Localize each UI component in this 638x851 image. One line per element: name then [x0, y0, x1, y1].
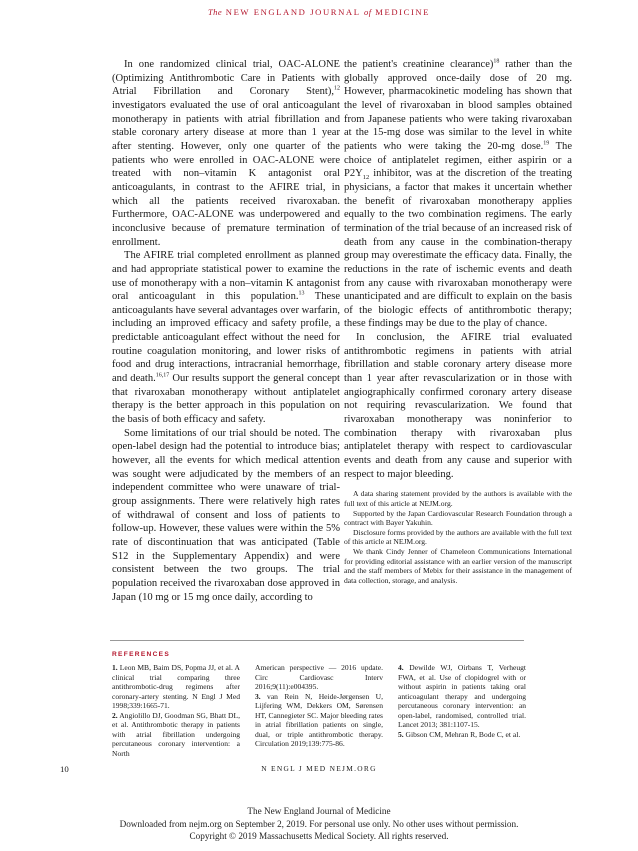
- right-column: [344, 58, 572, 585]
- header-nej: NEW ENGLAND JOURNAL: [225, 7, 361, 17]
- paragraph: The AFIRE trial completed enrollment as planned and had appropriate statistical power to examine the use of monotherapy with a non–vitamin K antagonist oral anticoagulant in this population.$^{13}$ These anticoagulants have several advantages over warfarin, including an improved efficacy and safety profile, a predictable anticoagulant effect without the need for routine coagulation monitoring, and lower risks of food and drug interactions, intracranial hemorrhage, and death.$^{16,17}$ Our results support the general concept that rivaroxaban monotherapy without antiplatelet therapy is the better approach in this population on the basis of both efficacy and safety.: [112, 250, 340, 426]
- references-divider: [110, 640, 524, 641]
- reference-item: 1. Leon MB, Baim DS, Popma JJ, et al. A clinical trial comparing three antithrombotic-drug regimens after coronary-artery stenting. N Engl J Med 1998;339:1665-71.: [112, 663, 240, 711]
- notice-journal: The New England Journal of Medicine: [247, 806, 391, 816]
- reference-item: 3. van Rein N, Heide-Jørgensen U, Lijfering WM, Dekkers OM, Sørensen HT, Cannegieter SC. Major bleeding rates in atrial fibrillation patients on single, dual, or triple antithrombotic therapy. Circulation 2019;139:775-86.: [255, 691, 383, 749]
- acknowledgment-note: We thank Cindy Jenner of Chameleon Communications International for providing editorial assistance with an earlier version of the manuscript and the staff members of Mebix for their assistance in the management of data collection, storage, and analysis.: [344, 546, 572, 585]
- download-notice: [0, 805, 638, 843]
- references-column-1: [112, 663, 240, 758]
- reference-item: 5. Gibson CM, Mehran R, Bode C, et al.: [398, 729, 521, 739]
- disclosure-note: Disclosure forms provided by the authors are available with the full text of this article at NEJM.org.: [344, 527, 572, 547]
- left-column: [112, 58, 340, 604]
- references-title: REFERENCES: [112, 651, 171, 658]
- journal-footer: N ENGL J MED NEJM.ORG: [261, 764, 377, 773]
- data-sharing-note: A data sharing statement provided by the authors is available with the full text of this article at NEJM.org.: [344, 489, 572, 508]
- reference-item: 4. Dewilde WJ, Oirbans T, Verheugt FWA, et al. Use of clopidogrel with or without aspirin in patients taking oral anticoagulant therapy and undergoing percutaneous coronary intervention: an open-label, randomised, controlled trial. Lancet 2013; 381:1107-15.: [398, 663, 526, 730]
- references-column-3: [398, 663, 526, 739]
- references-column-2: [255, 663, 383, 749]
- header-med: MEDICINE: [375, 7, 431, 17]
- paragraph: the patient's creatinine clearance)$^{18}$ rather than the globally approved once-daily dose of 20 mg. However, pharmacokinetic modeling has shown that the level of rivaroxaban in blood samples obtained from Japanese patients who were taking rivaroxaban at the 15-mg dose was similar to the level in white patients who were taking the 20-mg dose.$^{19}$ The choice of antiplatelet regimen, either aspirin or a $P2Y_{12}$ inhibitor, was at the discretion of the treating physicians, a factor that makes it uncertain whether the benefit of rivaroxaban monotherapy applies equally to the two combination regimens. The early termination of the trial because of an increased risk of death from any cause in the combination-therapy group may overestimate the efficacy data. Finally, the reductions in the rate of ischemic events and death from any cause with rivaroxaban monotherapy were unanticipated and are difficult to explain on the basis of the biologic effects of antithrombotic therapy; these findings may be due to the play of chance.: [344, 58, 572, 330]
- notice-download: Downloaded from nejm.org on September 2, 2019. For personal use only. No other uses without permission.: [119, 818, 519, 829]
- page-number: 10: [60, 764, 69, 774]
- paragraph: In one randomized clinical trial, OAC-ALONE (Optimizing Antithrombotic Care in Patients with Atrial Fibrillation and Coronary Stent),$^{12}$ investigators evaluated the use of oral anticoagulant monotherapy in patients with atrial fibrillation and stable coronary artery disease at more than 1 year after stenting. However, only one quarter of the patients who were enrolled in OAC-ALONE were treated with non–vitamin K antagonist oral anticoagulants, in contrast to the AFIRE trial, in which all the patients received rivaroxaban. Furthermore, OAC-ALONE was underpowered and inconclusive because of premature termination of enrollment.: [112, 59, 340, 248]
- reference-item: 2. Angiolillo DJ, Goodman SG, Bhatt DL, et al. Antithrombotic therapy in patients with atrial fibrillation undergoing percutaneous coronary intervention: a North: [112, 710, 240, 758]
- notice-copyright: Copyright © 2019 Massachusetts Medical Society. All rights reserved.: [189, 831, 449, 842]
- header-of: of: [364, 7, 372, 17]
- reference-continuation: American perspective — 2016 update. Circ Cardiovasc Interv 2016;9(11):e004395.: [255, 663, 383, 692]
- header-the: The: [207, 7, 223, 17]
- running-header: [0, 7, 638, 17]
- support-note: Supported by the Japan Cardiovascular Research Foundation through a contract with Bayer Yakuhin.: [344, 508, 572, 528]
- paragraph: Some limitations of our trial should be noted. The open-label design had the potential to introduce bias; however, all the events for which medical attention was sought were adjudicated by the members of an independent committee who were unaware of trial-group assignments. There were relatively high rates of withdrawal of consent and loss of patients to follow-up. However, these values were within the 5% rate of discontinuation that was anticipated (Table S12 in the Supplementary Appendix) and were consistent between the two groups. The trial population received the rivaroxaban dose approved in Japan (10 mg or 15 mg once daily, according to: [112, 427, 340, 603]
- paragraph: In conclusion, the AFIRE trial evaluated antithrombotic regimens in patients with atrial fibrillation and stable coronary artery disease more than 1 year after revascularization or in those with angiographically confirmed coronary artery disease not requiring revascularization. We found that rivaroxaban monotherapy was noninferior to combination therapy with rivaroxaban plus antiplatelet therapy with respect to cardiovascular events and death from any cause and superior with respect to major bleeding.: [344, 332, 572, 480]
- disclosures: [344, 489, 572, 585]
